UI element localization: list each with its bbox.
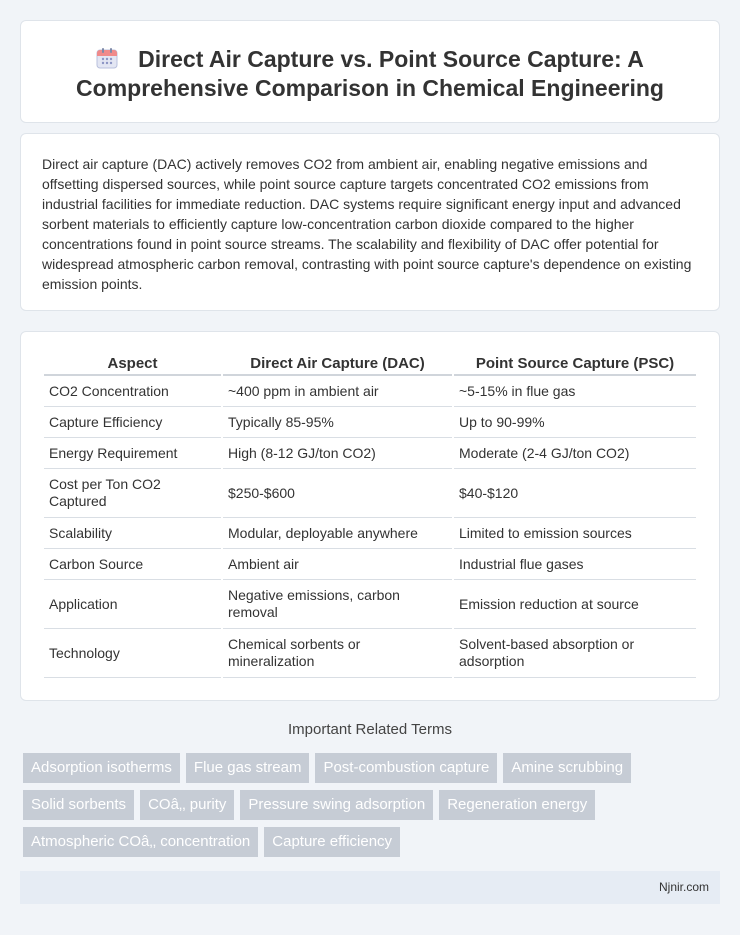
header-dac: Direct Air Capture (DAC) <box>223 353 452 376</box>
table-row <box>44 469 696 518</box>
related-term-tag[interactable]: Amine scrubbing <box>503 753 631 783</box>
table-cell: Emission reduction at source <box>454 580 696 629</box>
table-header-row <box>44 353 696 376</box>
related-term-tag[interactable]: Solid sorbents <box>23 790 134 820</box>
page-title <box>51 45 689 103</box>
related-term-tag[interactable]: Post-combustion capture <box>315 753 497 783</box>
table-cell: Limited to emission sources <box>454 518 696 549</box>
table-cell: Up to 90-99% <box>454 407 696 438</box>
related-term-tag[interactable]: Adsorption isotherms <box>23 753 180 783</box>
footer <box>20 871 720 904</box>
table-cell: Cost per Ton CO2 Captured <box>44 469 221 518</box>
related-term-tag[interactable]: Pressure swing adsorption <box>240 790 433 820</box>
related-term-tag[interactable]: COâ‚‚ purity <box>140 790 234 820</box>
header-aspect: Aspect <box>44 353 221 376</box>
table-cell: Negative emissions, carbon removal <box>223 580 452 629</box>
calendar-icon <box>96 47 118 69</box>
related-terms-list <box>23 753 683 857</box>
table-cell: ~400 ppm in ambient air <box>223 376 452 407</box>
table-row <box>44 407 696 438</box>
table-cell: High (8-12 GJ/ton CO2) <box>223 438 452 469</box>
related-terms-title: Important Related Terms <box>288 721 452 738</box>
table-cell: Application <box>44 580 221 629</box>
table-row <box>44 629 696 678</box>
table-cell: Capture Efficiency <box>44 407 221 438</box>
table-cell: Scalability <box>44 518 221 549</box>
comparison-card <box>20 331 720 701</box>
table-cell: Modular, deployable anywhere <box>223 518 452 549</box>
table-row <box>44 376 696 407</box>
table-row <box>44 580 696 629</box>
related-term-tag[interactable]: Atmospheric COâ‚‚ concentration <box>23 827 258 857</box>
intro-paragraph: Direct air capture (DAC) actively removes CO2 from ambient air, enabling negative emissions and offsetting dispersed sources, while point source capture targets concentrated CO2 emissions from industrial facilities for immediate reduction. DAC systems require significant energy input and advanced sorbent materials to efficiently capture low-concentration carbon dioxide compared to the higher concentrations found in point source streams. The scalability and flexibility of DAC offer potential for widespread atmospheric carbon removal, contrasting with point source capture's dependence on existing emission points. <box>42 156 692 292</box>
table-cell: Industrial flue gases <box>454 549 696 580</box>
table-cell: Ambient air <box>223 549 452 580</box>
table-cell: Energy Requirement <box>44 438 221 469</box>
table-row <box>44 518 696 549</box>
table-row <box>44 438 696 469</box>
table-cell: Chemical sorbents or mineralization <box>223 629 452 678</box>
table-cell: Typically 85-95% <box>223 407 452 438</box>
related-term-tag[interactable]: Flue gas stream <box>186 753 310 783</box>
related-term-tag[interactable]: Regeneration energy <box>439 790 595 820</box>
title-card <box>20 20 720 123</box>
related-term-tag[interactable]: Capture efficiency <box>264 827 400 857</box>
table-cell: Solvent-based absorption or adsorption <box>454 629 696 678</box>
table-cell: Technology <box>44 629 221 678</box>
footer-site[interactable]: Njnir.com <box>658 880 709 894</box>
header-psc: Point Source Capture (PSC) <box>454 353 696 376</box>
page-title-text: Direct Air Capture vs. Point Source Capture: A Comprehensive Comparison in Chemical Engineering <box>76 46 664 101</box>
table-cell: $250-$600 <box>223 469 452 518</box>
table-cell: Moderate (2-4 GJ/ton CO2) <box>454 438 696 469</box>
table-cell: CO2 Concentration <box>44 376 221 407</box>
table-row <box>44 549 696 580</box>
comparison-table <box>42 353 698 678</box>
table-cell: ~5-15% in flue gas <box>454 376 696 407</box>
intro-card <box>20 133 720 311</box>
table-cell: $40-$120 <box>454 469 696 518</box>
table-cell: Carbon Source <box>44 549 221 580</box>
